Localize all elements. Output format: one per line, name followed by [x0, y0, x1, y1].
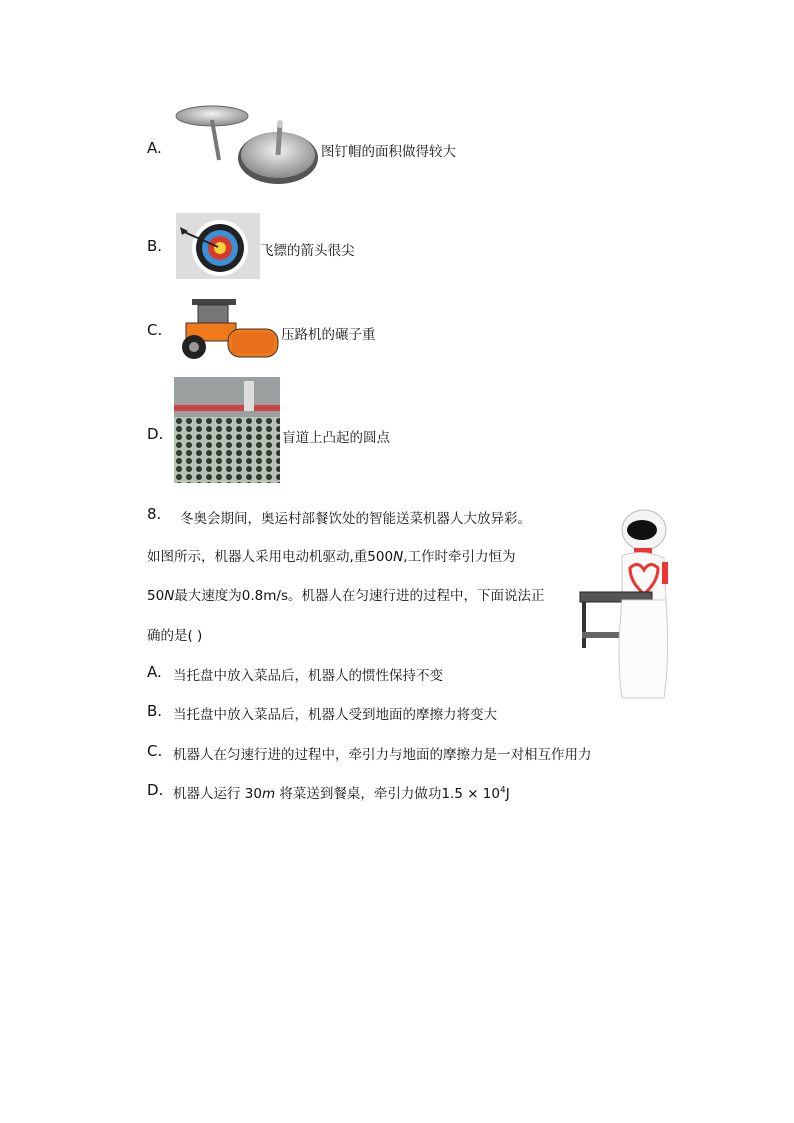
question-line-4: 确的是( ) — [147, 628, 203, 644]
option-b-text: 飞镖的箭头很尖 — [260, 243, 355, 259]
dartboard-image — [176, 213, 260, 279]
q8-option-b-letter: B. — [147, 702, 163, 720]
serving-robot-image — [578, 508, 670, 704]
option-c-text: 压路机的碾子重 — [281, 327, 376, 343]
question-number: 8. — [147, 505, 162, 523]
option-d-letter: D. — [147, 425, 164, 443]
question-line-3: 50N最大速度为0.8m/s。机器人在匀速行进的过程中，下面说法正 — [147, 588, 545, 604]
option-b-letter: B. — [147, 237, 163, 255]
question-line-2: 如图所示，机器人采用电动机驱动,重500N,工作时牵引力恒为 — [147, 549, 516, 565]
q8-option-c-letter: C. — [147, 742, 163, 760]
q8-option-a-text: 当托盘中放入菜品后，机器人的惯性保持不变 — [173, 668, 443, 684]
road-roller-image — [172, 295, 282, 363]
option-a-letter: A. — [147, 139, 162, 157]
option-c-letter: C. — [147, 321, 163, 339]
thumbtack-image — [172, 100, 320, 192]
option-d-text: 盲道上凸起的圆点 — [282, 430, 390, 446]
q8-option-c-text: 机器人在匀速行进的过程中，牵引力与地面的摩擦力是一对相互作用力 — [173, 747, 592, 763]
q8-option-d-text: 机器人运行 30m 将菜送到餐桌，牵引力做功$1.5 \times 10^4J$ — [173, 785, 510, 802]
tactile-paving-image — [174, 377, 280, 483]
q8-option-d-letter: D. — [147, 781, 164, 799]
q8-option-b-text: 当托盘中放入菜品后，机器人受到地面的摩擦力将变大 — [173, 707, 497, 723]
option-a-text: 图钉帽的面积做得较大 — [321, 144, 456, 160]
question-line-1: 冬奥会期间，奥运村部餐饮处的智能送菜机器人大放异彩。 — [180, 511, 531, 527]
q8-option-a-letter: A. — [147, 663, 162, 681]
